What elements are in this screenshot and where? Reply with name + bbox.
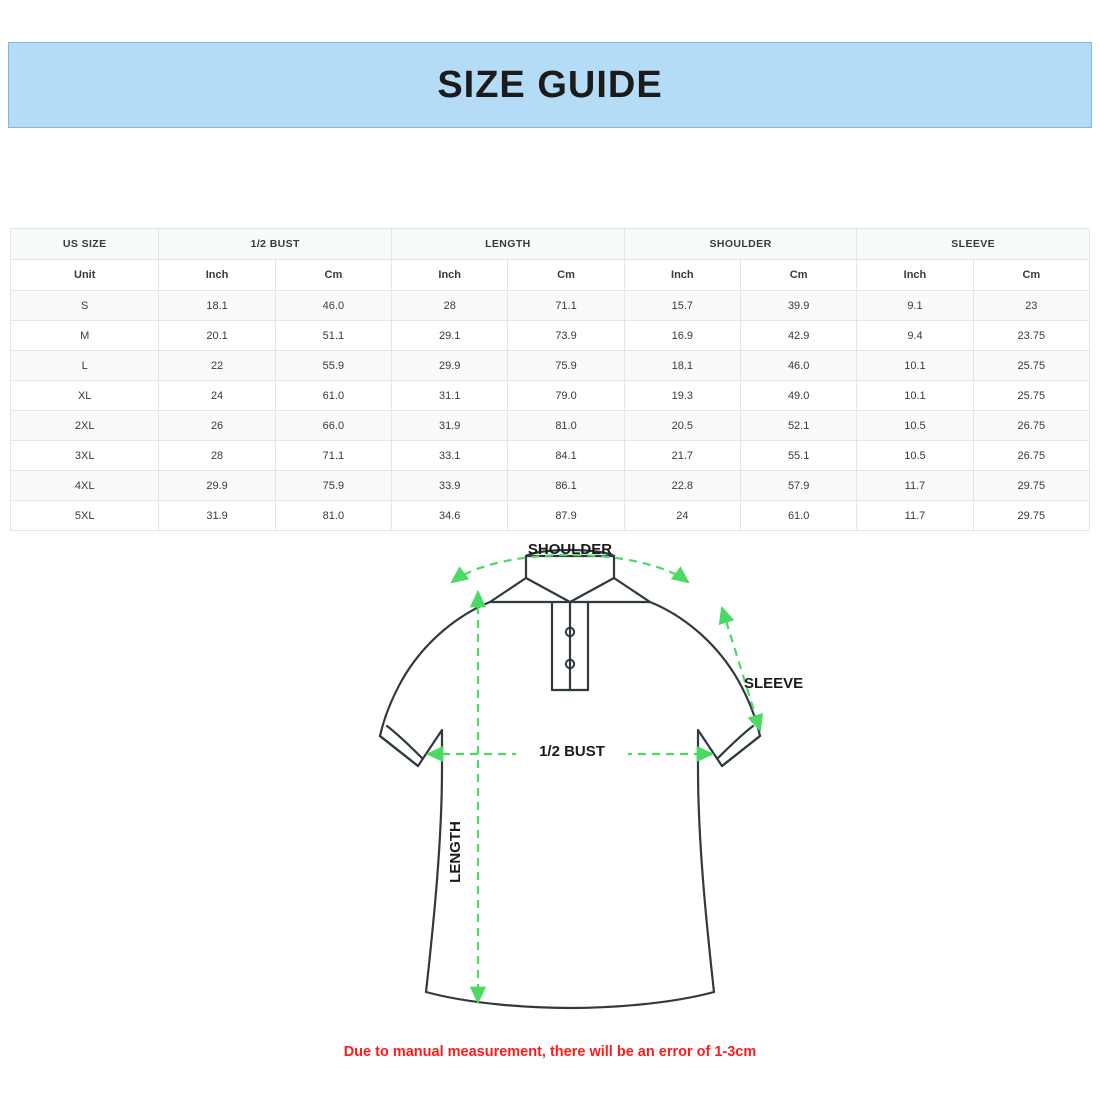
- cell-sleeve-inch: 10.5: [857, 441, 973, 471]
- cell-shoulder-inch: 19.3: [624, 381, 740, 411]
- cell-bust-cm: 46.0: [275, 291, 391, 321]
- measurement-note: Due to manual measurement, there will be an error of 1-3cm: [343, 1044, 757, 1060]
- cell-sleeve-cm: 29.75: [973, 501, 1089, 531]
- group-header-shoulder: SHOULDER: [624, 229, 857, 260]
- cell-size: XL: [11, 381, 159, 411]
- cell-length-cm: 81.0: [508, 411, 624, 441]
- cell-size: S: [11, 291, 159, 321]
- unit-header-shoulder-cm: Cm: [741, 260, 857, 291]
- cell-shoulder-cm: 46.0: [741, 351, 857, 381]
- cell-shoulder-inch: 16.9: [624, 321, 740, 351]
- cell-size: 3XL: [11, 441, 159, 471]
- unit-header-length-cm: Cm: [508, 260, 624, 291]
- cell-bust-inch: 31.9: [159, 501, 275, 531]
- cell-shoulder-inch: 15.7: [624, 291, 740, 321]
- cell-length-inch: 33.9: [392, 471, 508, 501]
- half-bust-label: 1/2 BUST: [539, 743, 605, 760]
- table-head: [11, 229, 1090, 291]
- cell-shoulder-inch: 21.7: [624, 441, 740, 471]
- size-table-container: [10, 228, 1090, 531]
- cell-bust-inch: 26: [159, 411, 275, 441]
- cell-shoulder-inch: 22.8: [624, 471, 740, 501]
- group-header-sleeve: SLEEVE: [857, 229, 1090, 260]
- sleeve-arrow: [722, 608, 760, 730]
- cell-bust-inch: 18.1: [159, 291, 275, 321]
- cell-sleeve-cm: 23: [973, 291, 1089, 321]
- cell-bust-cm: 66.0: [275, 411, 391, 441]
- cell-sleeve-cm: 26.75: [973, 441, 1089, 471]
- page-title: SIZE GUIDE: [437, 63, 663, 106]
- cell-size: 4XL: [11, 471, 159, 501]
- cell-sleeve-inch: 10.1: [857, 351, 973, 381]
- cell-sleeve-cm: 25.75: [973, 351, 1089, 381]
- table-row: [11, 291, 1090, 321]
- cell-shoulder-inch: 18.1: [624, 351, 740, 381]
- cell-size: L: [11, 351, 159, 381]
- table-row: [11, 351, 1090, 381]
- table-row: [11, 501, 1090, 531]
- unit-header-bust-inch: Inch: [159, 260, 275, 291]
- cell-shoulder-cm: 55.1: [741, 441, 857, 471]
- cell-bust-cm: 75.9: [275, 471, 391, 501]
- cell-sleeve-cm: 26.75: [973, 411, 1089, 441]
- cell-length-inch: 29.1: [392, 321, 508, 351]
- shoulder-label: SHOULDER: [527, 541, 613, 558]
- cell-sleeve-cm: 25.75: [973, 381, 1089, 411]
- cell-length-inch: 33.1: [392, 441, 508, 471]
- cell-shoulder-inch: 20.5: [624, 411, 740, 441]
- cell-sleeve-inch: 11.7: [857, 471, 973, 501]
- cell-length-cm: 86.1: [508, 471, 624, 501]
- cell-size: 5XL: [11, 501, 159, 531]
- table-row: [11, 381, 1090, 411]
- cell-size: M: [11, 321, 159, 351]
- table-row: [11, 321, 1090, 351]
- polo-shirt-illustration: [380, 550, 760, 1008]
- sleeve-label: SLEEVE: [744, 675, 804, 692]
- cell-length-inch: 31.9: [392, 411, 508, 441]
- cell-sleeve-inch: 11.7: [857, 501, 973, 531]
- cell-sleeve-inch: 9.1: [857, 291, 973, 321]
- cell-length-inch: 29.9: [392, 351, 508, 381]
- unit-header-sleeve-cm: Cm: [973, 260, 1089, 291]
- cell-bust-inch: 20.1: [159, 321, 275, 351]
- table-unit-header-row: [11, 260, 1090, 291]
- cell-length-inch: 34.6: [392, 501, 508, 531]
- cell-size: 2XL: [11, 411, 159, 441]
- cell-sleeve-cm: 29.75: [973, 471, 1089, 501]
- unit-header-length-inch: Inch: [392, 260, 508, 291]
- cell-bust-cm: 71.1: [275, 441, 391, 471]
- cell-shoulder-cm: 52.1: [741, 411, 857, 441]
- cell-sleeve-inch: 9.4: [857, 321, 973, 351]
- cell-length-inch: 28: [392, 291, 508, 321]
- measurement-diagram: [330, 540, 810, 1040]
- cell-length-cm: 71.1: [508, 291, 624, 321]
- table-group-header-row: [11, 229, 1090, 260]
- cell-sleeve-inch: 10.5: [857, 411, 973, 441]
- length-label: LENGTH: [447, 821, 464, 883]
- cell-shoulder-cm: 49.0: [741, 381, 857, 411]
- cell-length-cm: 84.1: [508, 441, 624, 471]
- cell-shoulder-cm: 61.0: [741, 501, 857, 531]
- unit-header-shoulder-inch: Inch: [624, 260, 740, 291]
- table-body: [11, 291, 1090, 531]
- cell-length-cm: 87.9: [508, 501, 624, 531]
- cell-sleeve-inch: 10.1: [857, 381, 973, 411]
- unit-header: Unit: [11, 260, 159, 291]
- unit-header-bust-cm: Cm: [275, 260, 391, 291]
- cell-bust-inch: 29.9: [159, 471, 275, 501]
- cell-bust-inch: 28: [159, 441, 275, 471]
- cell-bust-cm: 51.1: [275, 321, 391, 351]
- header-banner: [8, 42, 1092, 128]
- unit-header-sleeve-inch: Inch: [857, 260, 973, 291]
- cell-bust-cm: 55.9: [275, 351, 391, 381]
- cell-shoulder-cm: 57.9: [741, 471, 857, 501]
- group-header-length: LENGTH: [392, 229, 625, 260]
- cell-sleeve-cm: 23.75: [973, 321, 1089, 351]
- table-row: [11, 471, 1090, 501]
- size-table: [10, 228, 1090, 531]
- cell-shoulder-cm: 39.9: [741, 291, 857, 321]
- cell-shoulder-cm: 42.9: [741, 321, 857, 351]
- cell-length-inch: 31.1: [392, 381, 508, 411]
- shoulder-arrow: [452, 555, 688, 582]
- cell-length-cm: 79.0: [508, 381, 624, 411]
- group-header-half-bust: 1/2 BUST: [159, 229, 392, 260]
- cell-bust-inch: 22: [159, 351, 275, 381]
- cell-length-cm: 75.9: [508, 351, 624, 381]
- table-row: [11, 441, 1090, 471]
- cell-length-cm: 73.9: [508, 321, 624, 351]
- group-header-us-size: US SIZE: [11, 229, 159, 260]
- cell-bust-inch: 24: [159, 381, 275, 411]
- cell-bust-cm: 61.0: [275, 381, 391, 411]
- cell-bust-cm: 81.0: [275, 501, 391, 531]
- cell-shoulder-inch: 24: [624, 501, 740, 531]
- table-row: [11, 411, 1090, 441]
